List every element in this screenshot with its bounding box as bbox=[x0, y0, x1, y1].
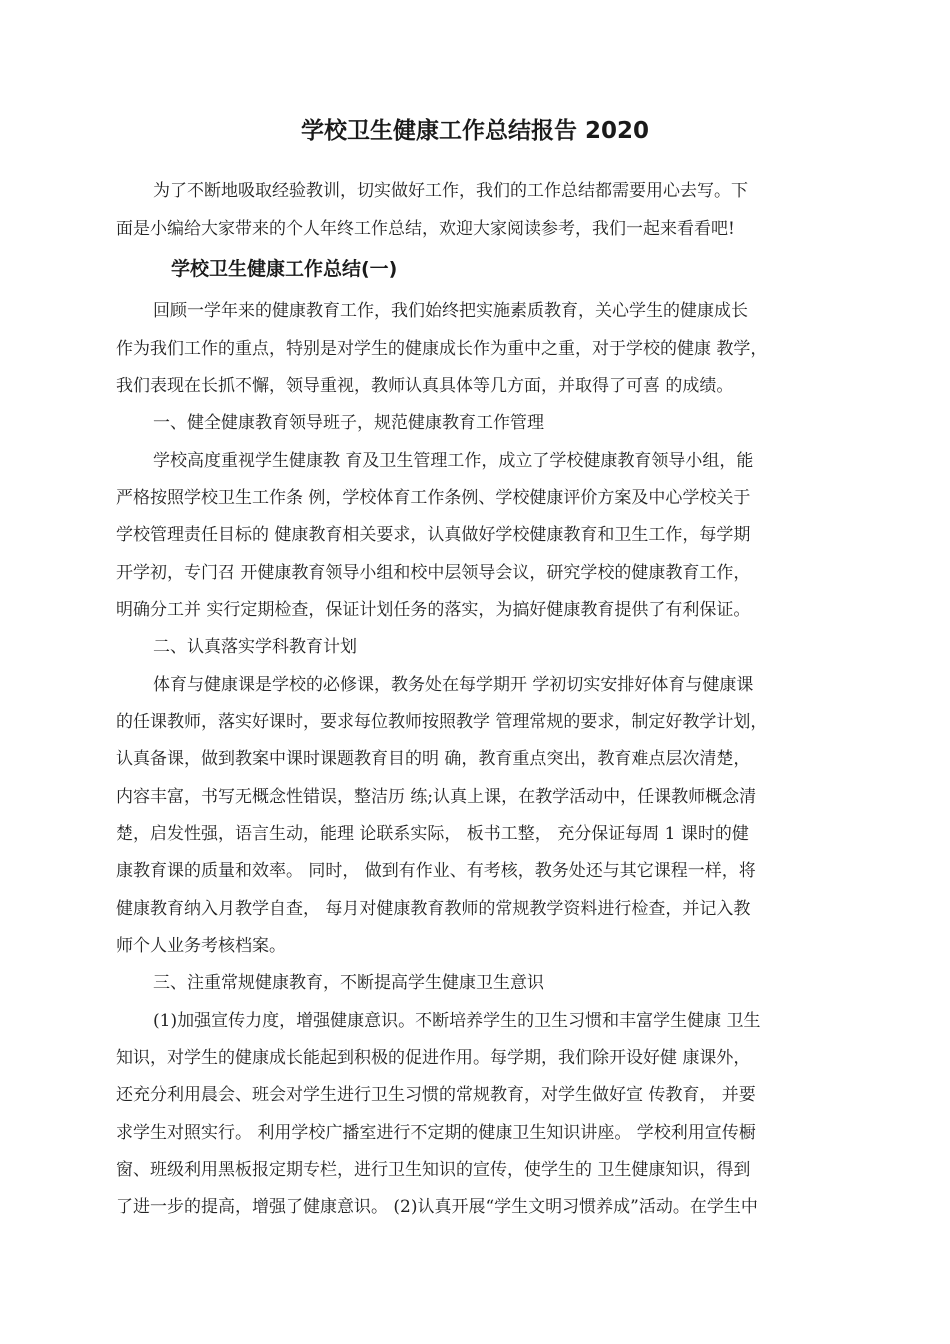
section-heading: 学校卫生健康工作总结(一) bbox=[171, 258, 398, 280]
paragraph-line: 的任课教师，落实好课时，要求每位教师按照教学 管理常规的要求，制定好教学计划， bbox=[116, 712, 768, 732]
paragraph-line: 开学初，专门召 开健康教育领导小组和校中层领导会议，研究学校的健康教育工作， bbox=[116, 563, 751, 583]
paragraph-line: 学校高度重视学生健康教 育及卫生管理工作，成立了学校健康教育领导小组，能 bbox=[153, 451, 754, 471]
paragraph-line: 知识，对学生的健康成长能起到积极的促进作用。每学期，我们除开设好健 康课外， bbox=[116, 1048, 751, 1068]
overview-line: 我们表现在长抓不懈，领导重视，教师认真具体等几方面，并取得了可喜 的成绩。 bbox=[116, 376, 734, 396]
paragraph-line: 窗、班级利用黑板报定期专栏，进行卫生知识的宣传，使学生的 卫生健康知识，得到 bbox=[116, 1160, 751, 1180]
paragraph-line: (1)加强宣传力度，增强健康意识。不断培养学生的卫生习惯和丰富学生健康 卫生 bbox=[153, 1011, 761, 1031]
overview-line: 回顾一学年来的健康教育工作，我们始终把实施素质教育，关心学生的健康成长 bbox=[153, 301, 748, 321]
paragraph-line: 内容丰富，书写无概念性错误，整洁历 练;认真上课，在教学活动中，任课教师概念清 bbox=[116, 787, 757, 807]
paragraph-line: 求学生对照实行。 利用学校广播室进行不定期的健康卫生知识讲座。 学校利用宣传橱 bbox=[116, 1123, 756, 1143]
paragraph-line: 师个人业务考核档案。 bbox=[116, 936, 286, 956]
paragraph-line: 楚，启发性强，语言生动，能理 论联系实际， 板书工整， 充分保证每周 1 课时的健 bbox=[116, 824, 749, 844]
intro-line: 为了不断地吸取经验教训，切实做好工作，我们的工作总结都需要用心去写。下 bbox=[153, 181, 748, 201]
item-heading: 三、注重常规健康教育，不断提高学生健康卫生意识 bbox=[153, 973, 544, 993]
paragraph-line: 明确分工并 实行定期检查，保证计划任务的落实，为搞好健康教育提供了有利保证。 bbox=[116, 600, 751, 620]
intro-line: 面是小编给大家带来的个人年终工作总结，欢迎大家阅读参考，我们一起来看看吧! bbox=[116, 219, 735, 239]
paragraph-line: 体育与健康课是学校的必修课，教务处在每学期开 学初切实安排好体育与健康课 bbox=[153, 675, 754, 695]
document-title: 学校卫生健康工作总结报告 2020 bbox=[300, 118, 650, 144]
item-heading: 二、认真落实学科教育计划 bbox=[153, 637, 357, 657]
paragraph-line: 严格按照学校卫生工作条 例，学校体育工作条例、学校健康评价方案及中心学校关于 bbox=[116, 488, 751, 508]
item-heading: 一、健全健康教育领导班子，规范健康教育工作管理 bbox=[153, 413, 544, 433]
overview-line: 作为我们工作的重点，特别是对学生的健康成长作为重中之重，对于学校的健康 教学， bbox=[116, 339, 768, 359]
paragraph-line: 认真备课，做到教案中课时课题教育目的明 确，教育重点突出，教育难点层次清楚， bbox=[116, 749, 751, 769]
paragraph-line: 学校管理责任目标的 健康教育相关要求，认真做好学校健康教育和卫生工作，每学期 bbox=[116, 525, 751, 545]
paragraph-line: 了进一步的提高，增强了健康意识。 (2)认真开展“学生文明习惯养成”活动。在学生中 bbox=[116, 1197, 758, 1217]
paragraph-line: 还充分利用晨会、班会对学生进行卫生习惯的常规教育，对学生做好宣 传教育， 并要 bbox=[116, 1085, 756, 1105]
paragraph-line: 健康教育纳入月教学自查， 每月对健康教育教师的常规教学资料进行检查，并记入教 bbox=[116, 899, 751, 919]
paragraph-line: 康教育课的质量和效率。 同时， 做到有作业、有考核，教务处还与其它课程一样，将 bbox=[116, 861, 756, 881]
